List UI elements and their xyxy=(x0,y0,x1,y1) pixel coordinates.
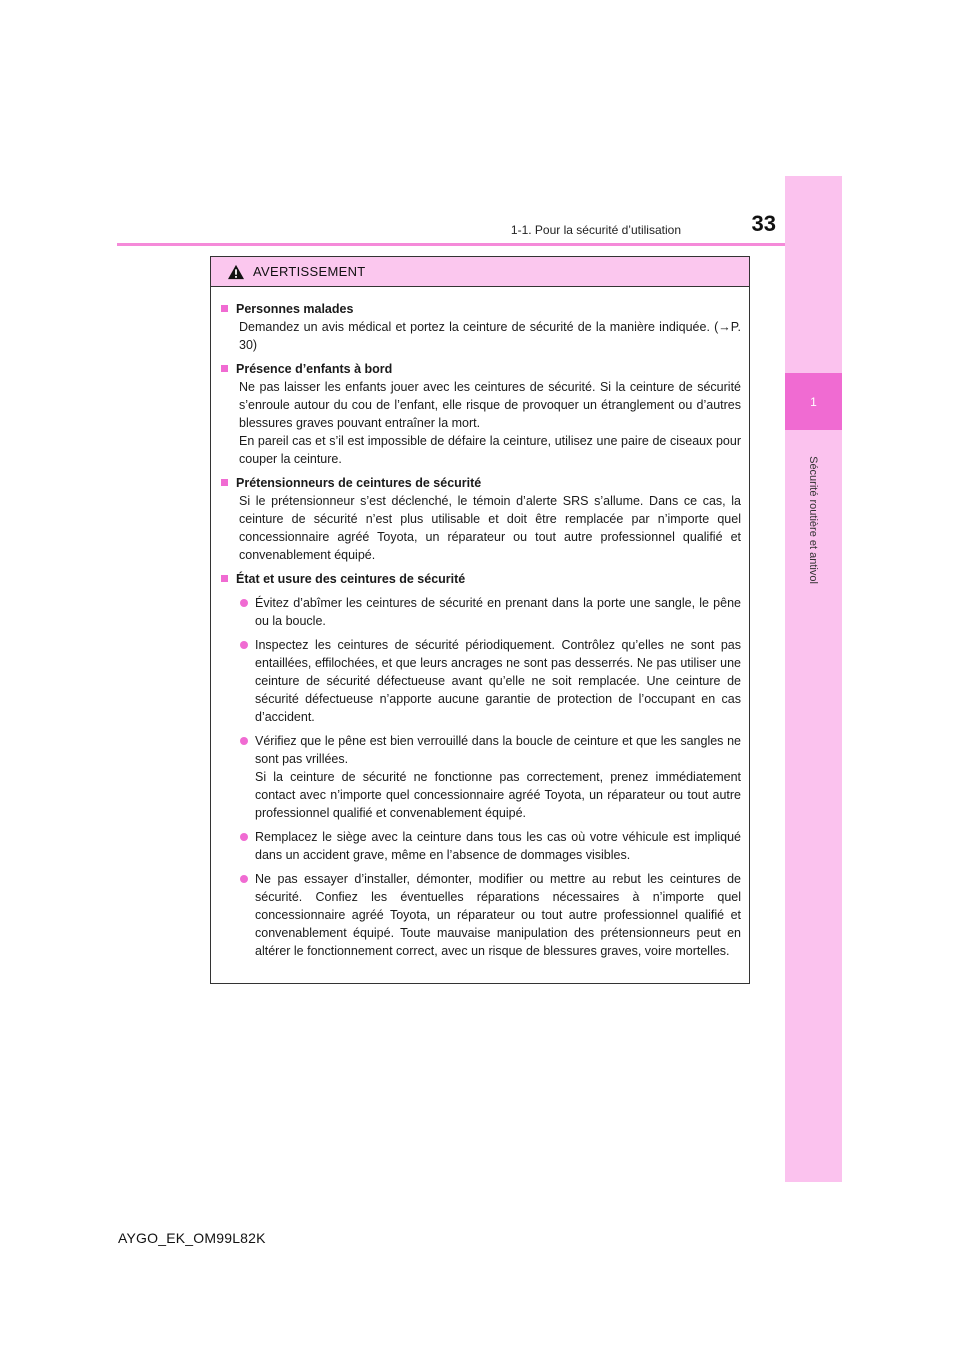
warning-triangle-icon xyxy=(227,264,245,280)
chapter-number-badge: 1 xyxy=(785,373,842,430)
document-code: AYGO_EK_OM99L82K xyxy=(118,1230,266,1246)
square-bullet-icon xyxy=(221,305,228,312)
section-heading-text: État et usure des ceintures de sécurité xyxy=(236,572,466,586)
bullet-item xyxy=(221,732,741,822)
square-bullet-icon xyxy=(221,575,228,582)
chapter-label: Sécurité routière et antivol xyxy=(807,456,819,584)
square-bullet-icon xyxy=(221,365,228,372)
warning-paragraph: Si le prétensionneur s’est déclenché, le témoin d’alerte SRS s’allume. Dans ce cas, la ceinture de sécurité n’est plus utilisable et doit être remplacée par n’importe quel concessionnaire agréé Toyota, un réparateur ou tout autre professionnel qualifié et convenablement équipé. xyxy=(239,494,741,562)
round-bullet-icon xyxy=(240,833,248,841)
warning-paragraph: Ne pas laisser les enfants jouer avec les ceintures de sécurité. Si la ceinture de sécurité s’enroule autour du cou de l’enfant, elle risque de provoquer un étranglement ou d’autres blessures graves pouvant entraîner la mort. xyxy=(239,380,741,430)
bullet-text: Vérifiez que le pêne est bien verrouillé dans la boucle de ceinture et que les sangles ne sont pas vrillées. Si la ceinture de sécurité ne fonctionne pas correctement, prenez immédiatement contact avec n’importe quel concessionnaire agréé Toyota, un réparateur ou tout autre professionnel qualifié et convenablement équipé. xyxy=(255,734,741,820)
bullet-item xyxy=(221,828,741,864)
warning-section-heading xyxy=(221,360,741,378)
section-heading-text: Prétensionneurs de ceintures de sécurité xyxy=(236,476,482,490)
round-bullet-icon xyxy=(240,599,248,607)
warning-box xyxy=(210,256,750,984)
warning-paragraph: En pareil cas et s’il est impossible de défaire la ceinture, utilisez une paire de ciseaux pour couper la ceinture. xyxy=(239,434,741,466)
warning-header xyxy=(211,257,749,287)
round-bullet-icon xyxy=(240,875,248,883)
warning-paragraph: Demandez un avis médical et portez la ceinture de sécurité de la manière indiquée. (→P. 30) xyxy=(239,320,741,352)
round-bullet-icon xyxy=(240,641,248,649)
page-number: 33 xyxy=(751,211,776,236)
square-bullet-icon xyxy=(221,479,228,486)
header-rule xyxy=(117,243,785,246)
warning-body xyxy=(211,287,749,960)
bullet-text: Ne pas essayer d’installer, démonter, modifier ou mettre au rebut les ceintures de sécurité. Confiez les éventuelles réparations nécessaires à n’importe quel concessionnaire agréé Toyota, un réparateur ou tout autre professionnel qualifié et convenablement équipé. Toute mauvaise manipulation des prétensionneurs peut en altérer le fonctionnement correct, avec un risque de blessures graves, voire mortelles. xyxy=(255,872,741,958)
round-bullet-icon xyxy=(240,737,248,745)
bullet-item xyxy=(221,594,741,630)
section-heading-text: Présence d’enfants à bord xyxy=(236,362,393,376)
bullet-text: Évitez d’abîmer les ceintures de sécurité en prenant dans la porte une sangle, le pêne ou la boucle. xyxy=(255,596,741,628)
warning-section-heading xyxy=(221,570,741,588)
bullet-item xyxy=(221,870,741,960)
warning-title: AVERTISSEMENT xyxy=(253,264,366,279)
bullet-item xyxy=(221,636,741,726)
section-title: 1-1. Pour la sécurité d’utilisation xyxy=(510,223,681,237)
warning-section-heading xyxy=(221,474,741,492)
section-heading-text: Personnes malades xyxy=(236,302,354,316)
chapter-side-tab xyxy=(785,176,842,1182)
bullet-text: Remplacez le siège avec la ceinture dans tous les cas où votre véhicule est impliqué dans un accident grave, même en l’absence de dommages visibles. xyxy=(255,830,741,862)
warning-section-heading xyxy=(221,300,741,318)
bullet-text: Inspectez les ceintures de sécurité périodiquement. Contrôlez qu’elles ne sont pas entaillées, effilochées, et que leurs ancrages ne sont pas desserrés. Ne pas utiliser une ceinture de sécurité défectueuse avant qu’elle ne soit remplacée. Une ceinture de sécurité défectueuse n’apporte aucune garantie de protection de l’occupant en cas d’accident. xyxy=(255,638,741,724)
